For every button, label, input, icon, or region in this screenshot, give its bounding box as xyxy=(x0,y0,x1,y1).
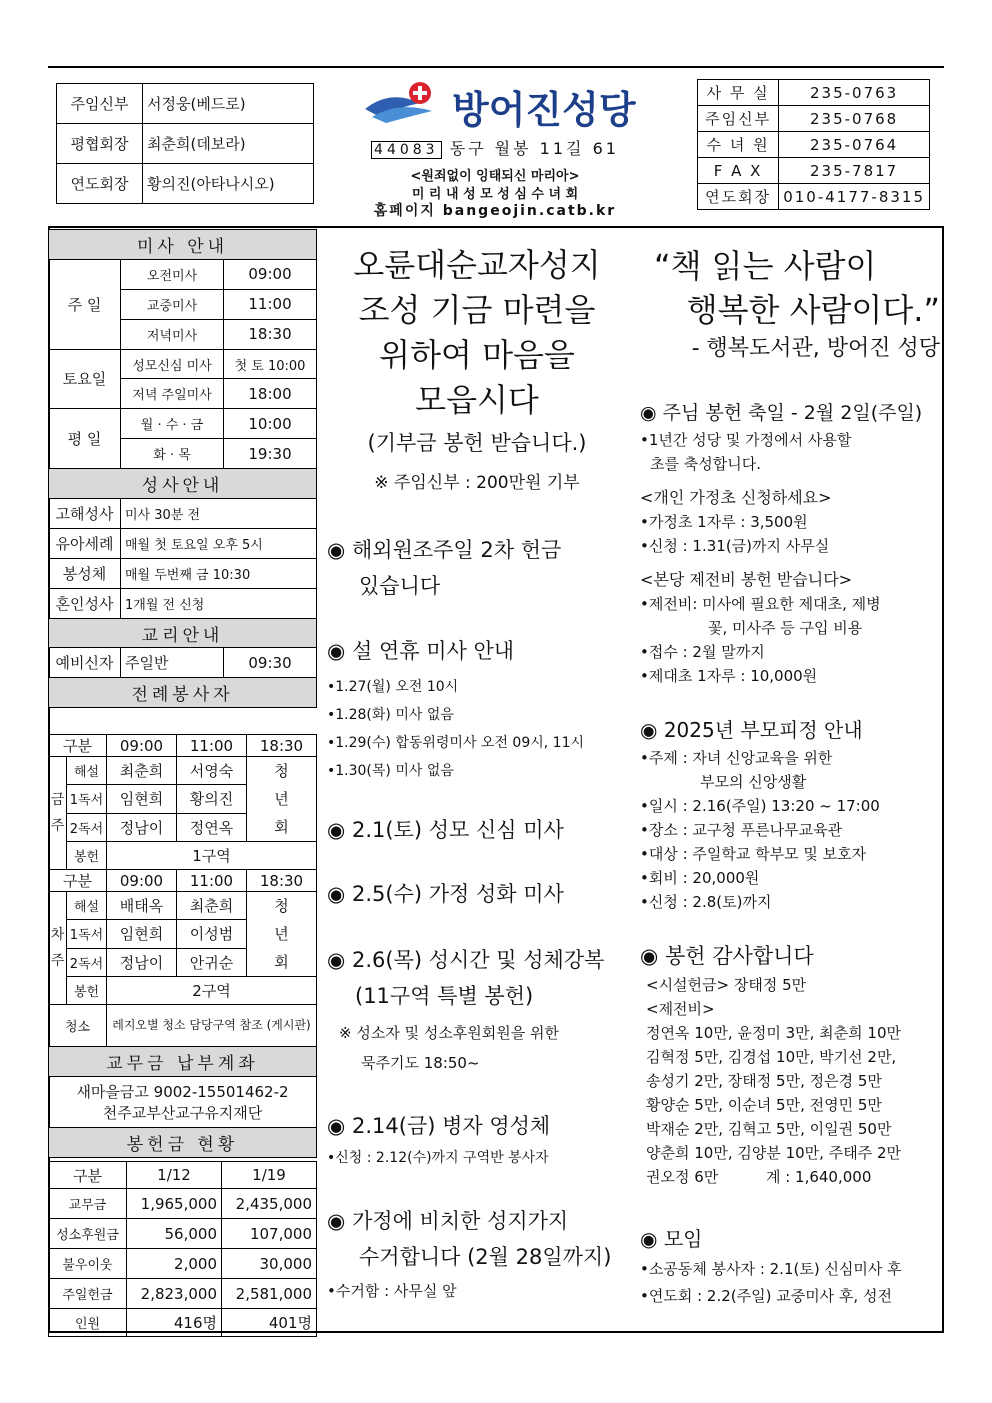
mass-title: 미사 안내 xyxy=(49,230,317,260)
fund-note: ※ 주임신부 : 200만원 기부 xyxy=(374,473,580,493)
col-header: 1/19 xyxy=(222,1162,317,1189)
mass-name: 오전미사 xyxy=(121,259,224,289)
youth-char: 회 xyxy=(274,953,289,971)
sacrament-time: 매월 두번째 금 10:30 xyxy=(121,558,317,588)
offer-zone: 2구역 xyxy=(107,977,317,1005)
sacrament-time: 미사 30분 전 xyxy=(121,499,317,529)
lunar-notice xyxy=(327,633,627,785)
contact-phone: 235-0768 xyxy=(779,106,930,132)
order-name: 미 리 내 성 모 성 심 수 녀 회 xyxy=(411,187,579,202)
meeting-title: ◉ 모임 xyxy=(640,1222,940,1256)
donor-line: 권오정 6만 계 : 1,640,000 xyxy=(646,1168,872,1186)
home-candle-item: •신청 : 1.31(금)까지 사무실 xyxy=(640,537,830,555)
server: 최춘희 xyxy=(107,757,177,785)
top-rule xyxy=(48,66,944,68)
saturday-label: 토요일 xyxy=(49,349,121,409)
col-header: 18:30 xyxy=(247,735,317,757)
role: 봉헌 xyxy=(67,842,107,870)
contact-phone: 010-4177-8315 xyxy=(779,184,930,210)
church-name: 방어진성당 xyxy=(452,88,636,132)
donor-line: 송성기 2만, 장태정 5만, 정은경 5만 xyxy=(646,1072,882,1090)
amount: 2,581,000 xyxy=(222,1279,317,1309)
mass-time: 10:00 xyxy=(224,409,317,439)
donor-line: 정연옥 10만, 윤정미 3만, 최춘희 10만 xyxy=(646,1024,901,1042)
offering-type: 교무금 xyxy=(49,1189,127,1219)
holy-hour-title: ◉ 2.6(목) 성시간 및 성체강복 xyxy=(327,942,627,978)
liturgy-title: 전례봉사자 xyxy=(49,678,317,708)
altar-item: •제전비: 미사에 필요한 제대초, 제병 xyxy=(640,595,881,613)
sacrament-time: 매월 첫 토요일 오후 5시 xyxy=(121,528,317,558)
zip-code: 44083 xyxy=(371,141,442,159)
youth-char: 회 xyxy=(274,818,289,836)
address xyxy=(330,136,660,159)
youth-char: 년 xyxy=(274,790,289,808)
role: 2독서 xyxy=(67,948,107,976)
amount: 2,435,000 xyxy=(222,1189,317,1219)
thanks-title: ◉ 봉헌 감사합니다 xyxy=(640,939,940,973)
fund-title-line: 오륜대순교자성지 xyxy=(353,246,601,284)
col-header: 구분 xyxy=(49,870,107,892)
account-number: 새마을금고 9002-15501462-2 xyxy=(49,1077,317,1103)
cleaning-note: 레지오별 청소 담당구역 참조 (게시판) xyxy=(107,1005,317,1047)
palm-collection xyxy=(327,1203,627,1303)
staff-table xyxy=(56,83,314,204)
server: 정남이 xyxy=(107,948,177,976)
youth-char: 청 xyxy=(274,897,289,915)
col-header: 구분 xyxy=(49,735,107,757)
palm-title: ◉ 가정에 비치한 성지가지 xyxy=(327,1203,627,1239)
amount: 401명 xyxy=(222,1309,317,1337)
donor-line: 황양순 5만, 이순녀 5만, 전영민 5만 xyxy=(646,1096,882,1114)
amount: 1,965,000 xyxy=(127,1189,222,1219)
candle-title: ◉ 주님 봉헌 축일 - 2월 2일(주일) xyxy=(640,398,940,428)
homepage: 홈페이지 bangeojin.catb.kr xyxy=(373,203,617,219)
person: 서정웅(베드로) xyxy=(143,84,314,124)
person: 황의진(아타나시오) xyxy=(143,164,314,204)
sacrament-title: 성사안내 xyxy=(49,469,317,499)
role: 해설 xyxy=(67,757,107,785)
lunar-title: ◉ 설 연휴 미사 안내 xyxy=(327,633,627,669)
mass-name: 화 · 목 xyxy=(121,439,224,469)
col-header: 09:00 xyxy=(107,870,177,892)
home-candle-title: <개인 가정초 신청하세요> xyxy=(640,488,832,507)
role: 봉헌 xyxy=(67,977,107,1005)
overseas-line: ◉ 해외원조주일 2차 헌금 xyxy=(327,532,627,568)
parent-item: •장소 : 교구청 푸른나무교육관 xyxy=(640,821,843,839)
parent-item: 부모의 신앙생활 xyxy=(700,773,807,791)
amount: 30,000 xyxy=(222,1249,317,1279)
mass-time: 첫 토 10:00 xyxy=(224,349,317,379)
amount: 2,000 xyxy=(127,1249,222,1279)
thanks-notice xyxy=(640,939,940,1189)
col-header: 구분 xyxy=(49,1162,127,1189)
mass-time: 19:30 xyxy=(224,439,317,469)
role: 해설 xyxy=(67,892,107,920)
col-header: 18:30 xyxy=(247,870,317,892)
contact-label: 수 녀 원 xyxy=(698,132,779,158)
sacrament-name: 유아세례 xyxy=(49,528,121,558)
contact-table xyxy=(697,79,930,210)
weekday-label: 평 일 xyxy=(49,409,121,469)
church-logo xyxy=(360,77,660,132)
holy-hour xyxy=(327,942,627,1078)
amount: 107,000 xyxy=(222,1219,317,1249)
donor-line: 김혁정 5만, 김경섭 10만, 박기선 2만, xyxy=(646,1048,897,1066)
altar-item: 꽃, 미사주 등 구입 비용 xyxy=(708,619,863,637)
person: 최춘희(데보라) xyxy=(143,124,314,164)
altar-item: •제대초 1자루 : 10,000원 xyxy=(640,667,818,685)
contact-label: F A X xyxy=(698,158,779,184)
mass-name: 성모신심 미사 xyxy=(121,349,224,379)
mass-name: 월 · 수 · 금 xyxy=(121,409,224,439)
lunar-item: •1.28(화) 미사 없음 xyxy=(327,707,454,723)
altar-item: •접수 : 2월 말까지 xyxy=(640,643,765,661)
offer-zone: 1구역 xyxy=(107,842,317,870)
donor-line: <제전비> xyxy=(646,1000,715,1018)
fund-announcement xyxy=(327,243,627,503)
col-header: 1/12 xyxy=(127,1162,222,1189)
doctrine-title: 교리안내 xyxy=(49,618,317,648)
quote-line: 행복한 사람이다.” xyxy=(686,291,940,329)
contact-label: 연도회장 xyxy=(698,184,779,210)
offering-title: 봉헌금 현황 xyxy=(49,1128,317,1158)
week1-side xyxy=(49,757,67,870)
mass-name: 저녁 주일미사 xyxy=(121,379,224,409)
lunar-item: •1.30(목) 미사 없음 xyxy=(327,763,454,779)
holy-hour-note: ※ 성소자 및 성소후원회원을 위한 xyxy=(339,1024,560,1042)
server: 정연옥 xyxy=(177,813,247,841)
youth-group xyxy=(247,892,317,977)
offering-type: 인원 xyxy=(49,1309,127,1337)
doctrine-time: 09:30 xyxy=(224,648,317,678)
quote-line: “책 읽는 사람이 xyxy=(654,247,877,285)
liturgy-table xyxy=(48,734,317,1158)
role: 2독서 xyxy=(67,813,107,841)
mass-time: 18:00 xyxy=(224,379,317,409)
holy-hour-title: (11구역 특별 봉헌) xyxy=(355,984,534,1008)
side-char: 주 xyxy=(50,953,65,969)
candle-item: •1년간 성당 및 가정에서 사용할 xyxy=(640,431,852,449)
role: 1독서 xyxy=(67,785,107,813)
altar-title: <본당 제전비 봉헌 받습니다> xyxy=(640,570,853,589)
role: 연도회장 xyxy=(57,164,143,204)
quote-source: - 행복도서관, 방어진 성당 xyxy=(691,336,940,361)
sacrament-name: 봉성체 xyxy=(49,558,121,588)
side-char: 금 xyxy=(50,792,65,808)
fund-title-line: 위하여 마음을 xyxy=(379,336,575,374)
sick-communion-note: •신청 : 2.12(수)까지 구역반 봉사자 xyxy=(327,1150,549,1166)
parent-item: •일시 : 2.16(주일) 13:20 ~ 17:00 xyxy=(640,797,880,815)
reading-quote xyxy=(640,244,940,366)
meeting-notice xyxy=(640,1222,940,1310)
server: 서영숙 xyxy=(177,757,247,785)
contact-phone: 235-7817 xyxy=(779,158,930,184)
sunday-label: 주 일 xyxy=(49,259,121,349)
cleaning-label: 청소 xyxy=(49,1005,107,1047)
mass-time: 11:00 xyxy=(224,289,317,319)
offering-type: 성소후원금 xyxy=(49,1219,127,1249)
overseas-line: 있습니다 xyxy=(359,574,441,598)
offering-type: 불우이웃 xyxy=(49,1249,127,1279)
motto: <원죄없이 잉태되신 마리아> xyxy=(410,169,580,184)
donor-line: 박재순 2만, 김혁고 5만, 이일권 50만 xyxy=(646,1120,892,1138)
candle-item: 초를 축성합니다. xyxy=(650,455,761,473)
fund-subtitle: (기부금 봉헌 받습니다.) xyxy=(367,431,587,455)
info-sidebar xyxy=(48,229,317,708)
parent-item: •신청 : 2.8(토)까지 xyxy=(640,893,772,911)
mass-time: 09:00 xyxy=(224,259,317,289)
server: 배태옥 xyxy=(107,892,177,920)
candle-notice xyxy=(640,398,940,688)
side-char: 차 xyxy=(50,927,65,943)
holy-hour-note: 묵주기도 18:50~ xyxy=(361,1054,480,1072)
sick-communion-title: ◉ 2.14(금) 병자 영성체 xyxy=(327,1108,627,1144)
overseas-notice xyxy=(327,532,627,604)
server: 정남이 xyxy=(107,813,177,841)
lunar-item: •1.27(월) 오전 10시 xyxy=(327,679,459,695)
address-text: 동구 월봉 11길 61 xyxy=(449,139,619,158)
sacrament-name: 고해성사 xyxy=(49,499,121,529)
sick-communion xyxy=(327,1108,627,1170)
role: 주임신부 xyxy=(57,84,143,124)
palm-title: 수거합니다 (2월 28일까지) xyxy=(359,1245,612,1269)
server: 안귀순 xyxy=(177,948,247,976)
parent-item: •회비 : 20,000원 xyxy=(640,869,760,887)
parent-item: •대상 : 주일학교 학부모 및 보호자 xyxy=(640,845,867,863)
role: 평협회장 xyxy=(57,124,143,164)
week2-side xyxy=(49,892,67,1005)
marian-mass: ◉ 2.1(토) 성모 신심 미사 xyxy=(327,812,627,848)
contact-phone: 235-0764 xyxy=(779,132,930,158)
col-header: 11:00 xyxy=(177,735,247,757)
col-header: 09:00 xyxy=(107,735,177,757)
mass-name: 교중미사 xyxy=(121,289,224,319)
fund-title-line: 모읍시다 xyxy=(415,381,539,419)
parent-item: •주제 : 자녀 신앙교육을 위한 xyxy=(640,749,833,767)
family-mass: ◉ 2.5(수) 가정 성화 미사 xyxy=(327,876,627,912)
contact-label: 주임신부 xyxy=(698,106,779,132)
sacrament-name: 혼인성사 xyxy=(49,588,121,618)
wave-logo-icon xyxy=(360,77,450,127)
youth-char: 청 xyxy=(274,762,289,780)
col-header: 11:00 xyxy=(177,870,247,892)
contact-label: 사 무 실 xyxy=(698,80,779,106)
offering-type: 주일헌금 xyxy=(49,1279,127,1309)
server: 최춘희 xyxy=(177,892,247,920)
donor-line: 양춘희 10만, 김양분 10만, 주태주 2만 xyxy=(646,1144,901,1162)
account-holder: 천주교부산교구유지재단 xyxy=(49,1102,317,1128)
role: 1독서 xyxy=(67,920,107,948)
server: 임현희 xyxy=(107,920,177,948)
doctrine-name: 예비신자 xyxy=(49,648,121,678)
palm-note: •수거함 : 사무실 앞 xyxy=(327,1282,457,1300)
donor-line: <시설헌금> 장태정 5만 xyxy=(646,976,807,994)
youth-group xyxy=(247,757,317,842)
sacrament-time: 1개월 전 신청 xyxy=(121,588,317,618)
side-char: 주 xyxy=(50,818,65,834)
meeting-item: •소공동체 봉사자 : 2.1(토) 신심미사 후 xyxy=(640,1260,902,1278)
mass-name: 저녁미사 xyxy=(121,319,224,349)
lunar-item: •1.29(수) 합동위령미사 오전 09시, 11시 xyxy=(327,735,584,751)
home-candle-item: •가정초 1자루 : 3,500원 xyxy=(640,513,808,531)
fund-title-line: 조성 기금 마련을 xyxy=(358,291,596,329)
mass-time: 18:30 xyxy=(224,319,317,349)
offering-table xyxy=(48,1161,317,1337)
meeting-item: •연도회 : 2.2(주일) 교중미사 후, 성전 xyxy=(640,1287,892,1305)
server: 이성범 xyxy=(177,920,247,948)
amount: 416명 xyxy=(127,1309,222,1337)
amount: 2,823,000 xyxy=(127,1279,222,1309)
amount: 56,000 xyxy=(127,1219,222,1249)
parent-title: ◉ 2025년 부모피정 안내 xyxy=(640,714,940,746)
server: 임현희 xyxy=(107,785,177,813)
server: 황의진 xyxy=(177,785,247,813)
doctrine-class: 주일반 xyxy=(121,648,224,678)
contact-phone: 235-0763 xyxy=(779,80,930,106)
parent-retreat xyxy=(640,714,940,914)
account-title: 교무금 납부계좌 xyxy=(49,1047,317,1077)
youth-char: 년 xyxy=(274,925,289,943)
